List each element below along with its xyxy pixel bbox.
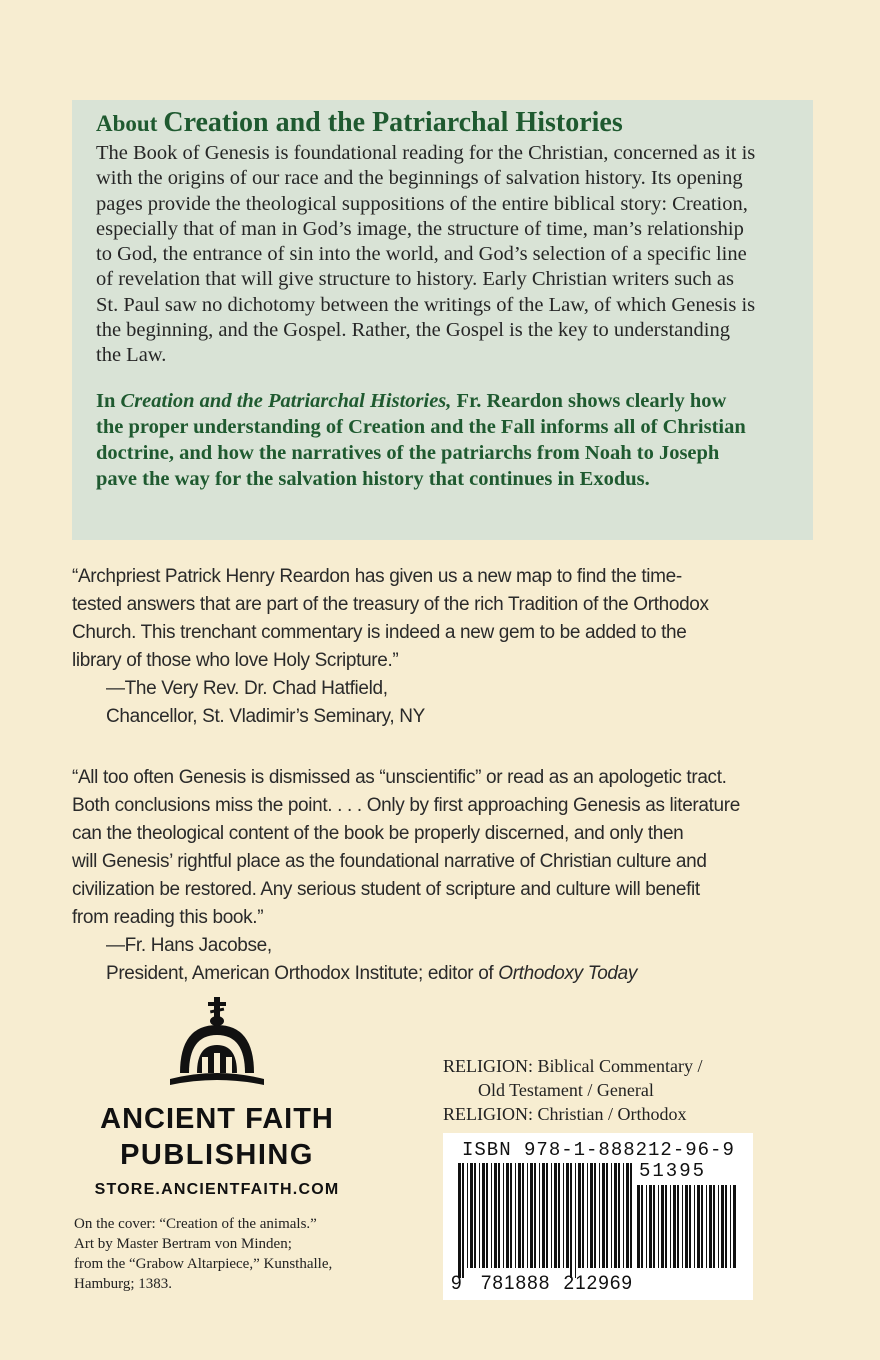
cover-credit-line: from the “Grabow Altarpiece,” Kunsthalle,: [74, 1256, 333, 1272]
barcode-bar: [494, 1163, 497, 1268]
barcode-bar: [709, 1185, 712, 1268]
barcode-bar: [626, 1163, 629, 1268]
barcode-bar: [630, 1163, 632, 1268]
cover-credit-line: On the cover: “Creation of the animals.”: [74, 1216, 317, 1232]
barcode-bar: [670, 1185, 671, 1268]
barcode-bar: [646, 1185, 647, 1268]
about-heading-prefix: About: [96, 111, 158, 136]
barcode-bar: [653, 1185, 655, 1268]
affiliation-prefix: President, American Orthodox Institute; editor of: [106, 963, 499, 984]
barcode-bar: [725, 1185, 727, 1268]
barcode-bar: [551, 1163, 552, 1268]
cover-credit: [74, 1214, 332, 1294]
about-summary-line: pave the way for the salvation history that continues in Exodus.: [96, 467, 650, 490]
barcode-bar: [721, 1185, 724, 1268]
about-summary-line: doctrine, and how the narratives of the patriarchs from Noah to Joseph: [96, 441, 720, 464]
barcode-bar: [530, 1163, 533, 1268]
barcode-addon-bars: [633, 1185, 738, 1278]
about-heading-title: Creation and the Patriarchal Histories: [163, 107, 623, 138]
about-paragraph-line: St. Paul saw no dichotomy between the writings of the Law, of which Genesis is: [96, 293, 756, 316]
barcode-bar: [578, 1163, 581, 1268]
barcode-bar: [527, 1163, 528, 1268]
barcode-bar: [673, 1185, 676, 1268]
endorsement-quote-2: [72, 764, 740, 988]
category-line: RELIGION: Christian / Orthodox: [443, 1104, 687, 1124]
quote-attribution: —The Very Rev. Dr. Chad Hatfield,: [106, 678, 388, 699]
barcode-bar: [491, 1163, 492, 1268]
publisher-url: STORE.ANCIENTFAITH.COM: [94, 1181, 340, 1198]
barcode-bar: [599, 1163, 600, 1268]
barcode-bar: [542, 1163, 545, 1268]
barcode-bar: [649, 1185, 652, 1268]
barcode-bar: [682, 1185, 683, 1268]
barcode-digits-group1: 781888: [480, 1273, 551, 1294]
barcode-bar: [701, 1185, 703, 1268]
barcode-digits: [451, 1273, 633, 1295]
barcode-bar: [623, 1163, 624, 1268]
barcode-bar: [498, 1163, 500, 1268]
barcode-bar: [713, 1185, 715, 1268]
barcode-bar: [606, 1163, 608, 1268]
quote-affiliation: [72, 960, 740, 988]
cover-credit-line: Art by Master Bertram von Minden;: [74, 1236, 292, 1252]
barcode-bar: [518, 1163, 521, 1268]
about-paragraph-line: with the origins of our race and the beginnings of salvation history. Its opening: [96, 167, 743, 190]
barcode-bar: [590, 1163, 593, 1268]
quote-affiliation: Chancellor, St. Vladimir’s Seminary, NY: [106, 706, 425, 727]
about-paragraph-line: of revelation that will give structure to history. Early Christian writers such as: [96, 268, 735, 291]
barcode-bar: [706, 1185, 707, 1268]
about-box: [72, 100, 813, 540]
barcode-bar: [462, 1163, 464, 1278]
barcode-bar: [730, 1185, 731, 1268]
quote-line: from reading this book.”: [72, 907, 264, 928]
barcode-bar: [539, 1163, 540, 1268]
summary-intro: In: [96, 389, 121, 412]
barcode-bar: [503, 1163, 504, 1268]
summary-book-title: Creation and the Patriarchal Histories,: [120, 389, 452, 412]
barcode-bar: [641, 1185, 643, 1268]
about-paragraph-line: The Book of Genesis is foundational reading for the Christian, concerned as it is: [96, 142, 756, 164]
barcode-bar: [677, 1185, 679, 1268]
barcode-bar: [515, 1163, 516, 1268]
barcode-bar: [685, 1185, 688, 1268]
publisher-logo: [72, 995, 362, 1199]
barcode-bar: [602, 1163, 605, 1268]
quote-line: can the theological content of the book be properly discerned, and only then: [72, 823, 684, 844]
barcode-bar: [689, 1185, 691, 1268]
about-summary-line-first: [96, 388, 813, 414]
barcode-bar: [582, 1163, 584, 1268]
bisac-categories: [443, 1054, 702, 1126]
endorsement-quote-1: [72, 563, 709, 731]
about-summary-line: the proper understanding of Creation and the Fall informs all of Christian: [96, 415, 746, 438]
barcode-bar: [566, 1163, 569, 1268]
barcode-bar: [546, 1163, 548, 1268]
quote-line: “Archpriest Patrick Henry Reardon has given us a new map to find the time-: [72, 566, 682, 587]
about-paragraph-line: especially that of man in God’s image, the structure of time, man’s relationship: [96, 217, 744, 240]
barcode-bar: [665, 1185, 667, 1268]
about-paragraph-line: the Law.: [96, 344, 167, 367]
quote-line: “All too often Genesis is dismissed as “unscientific” or read as an apologetic tract.: [72, 767, 727, 788]
publisher-name-line2: PUBLISHING: [120, 1139, 314, 1171]
barcode-bar: [470, 1163, 473, 1268]
about-paragraph: [96, 141, 813, 369]
barcode-bar: [486, 1163, 488, 1268]
barcode-bar: [467, 1163, 468, 1268]
cover-credit-line: Hamburg; 1383.: [74, 1276, 173, 1292]
quote-line: civilization be restored. Any serious student of scripture and culture will benefit: [72, 879, 700, 900]
barcode-bar: [658, 1185, 659, 1268]
about-paragraph-line: to God, the entrance of sin into the world, and God’s selection of a specific line: [96, 243, 747, 266]
about-summary: [96, 388, 813, 492]
barcode-digit-first: 9: [451, 1273, 462, 1294]
barcode-bar: [458, 1163, 461, 1278]
barcode-bar: [563, 1163, 564, 1268]
barcode-bar: [594, 1163, 596, 1268]
barcode-bar: [522, 1163, 524, 1268]
about-heading: [96, 106, 813, 141]
barcode-bar: [474, 1163, 476, 1268]
barcode-bar: [558, 1163, 560, 1268]
quote-line: library of those who love Holy Scripture.”: [72, 650, 399, 671]
barcode-bar: [506, 1163, 509, 1268]
barcode-bar: [694, 1185, 695, 1268]
quote-line: will Genesis’ rightful place as the foundational narrative of Christian culture and: [72, 851, 707, 872]
barcode-bar: [614, 1163, 617, 1268]
barcode-bar: [611, 1163, 612, 1268]
barcode-bar: [554, 1163, 557, 1268]
barcode-bar: [733, 1185, 736, 1268]
about-paragraph-line: pages provide the theological suppositions of the entire biblical story: Creation,: [96, 192, 748, 215]
isbn-number: ISBN 978-1-888212-96-9: [462, 1139, 735, 1161]
barcode-bar: [479, 1163, 480, 1268]
quote-line: Both conclusions miss the point. . . . Only by first approaching Genesis as literature: [72, 795, 740, 816]
category-line: Old Testament / General: [478, 1080, 654, 1100]
barcode-digits-group2: 212969: [563, 1273, 633, 1294]
quote-line: tested answers that are part of the treasury of the rich Tradition of the Orthodox: [72, 594, 709, 615]
barcode-bar: [587, 1163, 588, 1268]
barcode-bar: [697, 1185, 700, 1268]
publisher-name-line1: ANCIENT FAITH: [100, 1103, 334, 1135]
summary-first-rest: Fr. Reardon shows clearly how: [451, 389, 727, 412]
domed-church-with-cross-icon: [162, 995, 272, 1095]
affiliation-publication: Orthodoxy Today: [498, 963, 638, 984]
barcode-bar: [637, 1185, 640, 1268]
price-addon-number: 51395: [639, 1160, 707, 1182]
barcode-main-bars: [454, 1163, 634, 1278]
barcode-bar: [534, 1163, 536, 1268]
barcode-bar: [618, 1163, 620, 1268]
barcode-bar: [575, 1163, 576, 1278]
barcode-bar: [718, 1185, 719, 1268]
quote-attribution: —Fr. Hans Jacobse,: [106, 935, 272, 956]
quote-line: Church. This trenchant commentary is indeed a new gem to be added to the: [72, 622, 687, 643]
barcode-bar: [482, 1163, 485, 1268]
isbn-barcode: [443, 1133, 753, 1300]
category-line: RELIGION: Biblical Commentary /: [443, 1056, 703, 1076]
barcode-bar: [661, 1185, 664, 1268]
barcode-bar: [570, 1163, 572, 1278]
about-paragraph-line: the beginning, and the Gospel. Rather, the Gospel is the key to understanding: [96, 319, 730, 342]
barcode-bar: [510, 1163, 512, 1268]
